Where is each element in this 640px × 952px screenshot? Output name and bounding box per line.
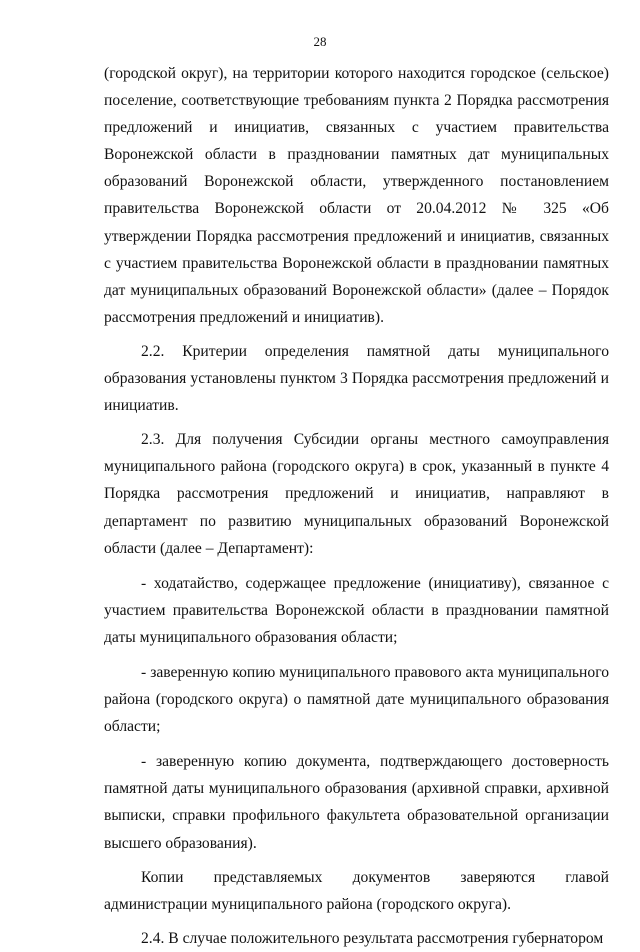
paragraph-2-4: 2.4. В случае положительного результата рассмотрения губернатором	[141, 929, 604, 947]
list-item-petition: - ходатайство, содержащее предложение (инициативу), связанное с участием правительства Воронежской области в праздновании памятной даты муниципального образования области;	[104, 574, 609, 646]
list-item-document-copy: - заверенную копию документа, подтверждающего достоверность памятной даты муниципального образования (архивной справки, архивной выписки, справки профильного факультета образовательной организации высшего образования).	[104, 753, 609, 852]
page-number: 28	[313, 34, 327, 49]
paragraph-1-continuation: (городской округ), на территории которого находится городское (сельское) поселение, соответствующие требованиям пункта 2 Порядка рассмотрения предложений и инициатив, связанных с участием правительства Воронежской области в праздновании памятных дат муниципальных образований Воронежской области, утвержденного постановлением правительства Воронежской области от 20.04.2012 № 325 «Об утверждении Порядка рассмотрения предложений и инициатив, связанных с участием правительства Воронежской области в праздновании памятных дат муниципальных образований Воронежской области» (далее – Порядок рассмотрения предложений и инициатив).	[104, 65, 609, 326]
document-body	[104, 60, 609, 952]
paragraph-2-3: 2.3. Для получения Субсидии органы местного самоуправления муниципального района (городского округа) в срок, указанный в пункте 4 Порядка рассмотрения предложений и инициатив, направляют в департамент по развитию муниципальных образований Воронежской области (далее – Департамент):	[104, 431, 609, 557]
paragraph-2-2: 2.2. Критерии определения памятной даты муниципального образования установлены пунктом 3 Порядка рассмотрения предложений и инициатив.	[104, 342, 609, 415]
list-item-legal-act-copy: - заверенную копию муниципального правового акта муниципального района (городского округа) о памятной дате муниципального образования области;	[104, 663, 609, 736]
paragraph-certification: Копии представляемых документов заверяются главой администрации муниципального района (городского округа).	[104, 868, 609, 913]
